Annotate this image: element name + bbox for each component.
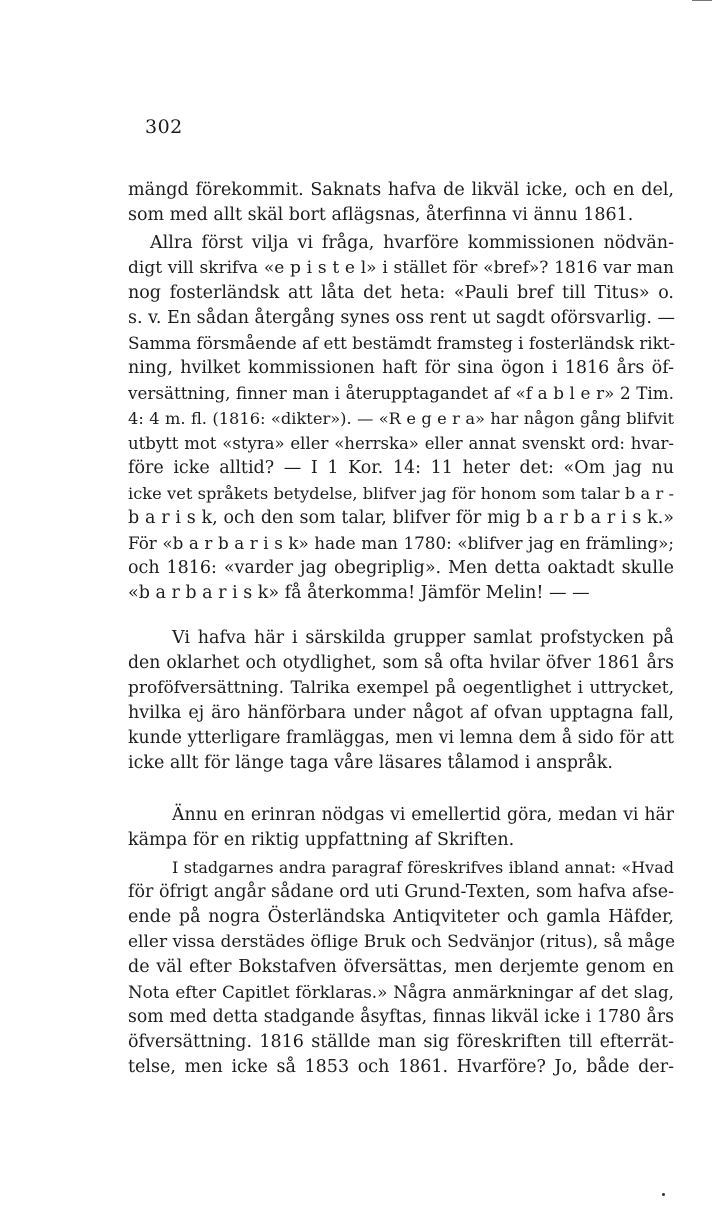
text-line: Ännu en erinran nödgas vi emellertid göra, medan vi här bbox=[172, 805, 674, 825]
text-line: nog fosterländsk att låta det heta: «Pauli bref till Titus» o. bbox=[128, 283, 674, 303]
text-line: de väl efter Bokstafven öfversättas, men derjemte genom en bbox=[128, 957, 674, 977]
text-line: proföfversättning. Talrika exempel på oegentlighet i uttrycket, bbox=[128, 678, 674, 698]
text-line: «b a r b a r i s k» få återkomma! Jämför Melin! — — bbox=[128, 583, 590, 603]
text-line: Samma försmående af ett bestämdt framsteg i fosterländsk rikt- bbox=[128, 333, 676, 353]
text-line: före icke alltid? — I 1 Kor. 14: 11 heter det: «Om jag nu bbox=[128, 458, 674, 478]
text-line: som med allt skäl bort aflägsnas, återfinna vi ännu 1861. bbox=[128, 205, 634, 225]
text-line: Vi hafva här i särskilda grupper samlat profstycken på bbox=[172, 628, 674, 648]
text-line: ende på nogra Österländska Antiqviteter och gamla Häfder, bbox=[128, 907, 674, 927]
text-line: hvilka ej äro hänförbara under något af ofvan upptagna fall, bbox=[128, 703, 674, 723]
text-line: Allra först vilja vi fråga, hvarföre kommissionen nödvän- bbox=[150, 233, 674, 253]
text-line: 4: 4 m. fl. (1816: «dikter»). — «R e g e r a» har någon gång blifvit bbox=[128, 409, 674, 428]
text-line: för öfrigt angår sådane ord uti Grund-Texten, som hafva afse- bbox=[128, 882, 674, 902]
text-line: icke vet språkets betydelse, blifver jag för honom som talar b a r - bbox=[128, 484, 674, 503]
text-line: kunde ytterligare framläggas, men vi lemna dem å sido för att bbox=[128, 728, 674, 748]
text-line: utbytt mot «styra» eller «herrska» eller annat svenskt ord: hvar- bbox=[128, 434, 674, 453]
text-line: ning, hvilket kommissionen haft för sina ögon i 1816 års öf- bbox=[128, 358, 674, 378]
text-line: För «b a r b a r i s k» hade man 1780: «blifver jag en främling»; bbox=[128, 533, 674, 553]
text-line: digt vill skrifva «e p i s t e l» i stället för «bref»? 1816 var man bbox=[128, 258, 674, 278]
text-line: telse, men icke så 1853 och 1861. Hvarföre? Jo, både der- bbox=[128, 1057, 674, 1077]
text-line: icke allt för länge taga våre läsares tålamod i anspråk. bbox=[128, 753, 613, 773]
text-line: eller vissa derstädes öflige Bruk och Sedvänjor (ritus), så måge bbox=[128, 932, 676, 952]
page-number: 302 bbox=[145, 116, 183, 138]
text-line: och 1816: «varder jag obegriplig». Men detta oaktadt skulle bbox=[128, 558, 674, 578]
text-line: b a r i s k, och den som talar, blifver för mig b a r b a r i s k.» bbox=[128, 508, 674, 528]
text-line: öfversättning. 1816 ställde man sig föreskriften till efterrät- bbox=[128, 1032, 674, 1052]
scan-edge-mark bbox=[692, 0, 712, 1]
text-line: versättning, finner man i återupptagandet af «f a b l e r» 2 Tim. bbox=[128, 383, 674, 403]
text-line: s. v. En sådan återgång synes oss rent ut sagdt oförsvarlig. — bbox=[128, 308, 675, 328]
text-line: som med detta stadgande åsyftas, finnas likväl icke i 1780 års bbox=[128, 1007, 674, 1027]
text-line: I stadgarnes andra paragraf föreskrifves ibland annat: «Hvad bbox=[172, 858, 674, 877]
ink-speck bbox=[662, 1193, 665, 1196]
text-line: den oklarhet och otydlighet, som så ofta hvilar öfver 1861 års bbox=[128, 653, 674, 673]
text-line: kämpa för en riktig uppfattning af Skriften. bbox=[128, 830, 515, 850]
text-line: Nota efter Capitlet förklaras.» Några anmärkningar af det slag, bbox=[128, 982, 674, 1002]
text-line: mängd förekommit. Saknats hafva de likväl icke, och en del, bbox=[128, 180, 674, 200]
